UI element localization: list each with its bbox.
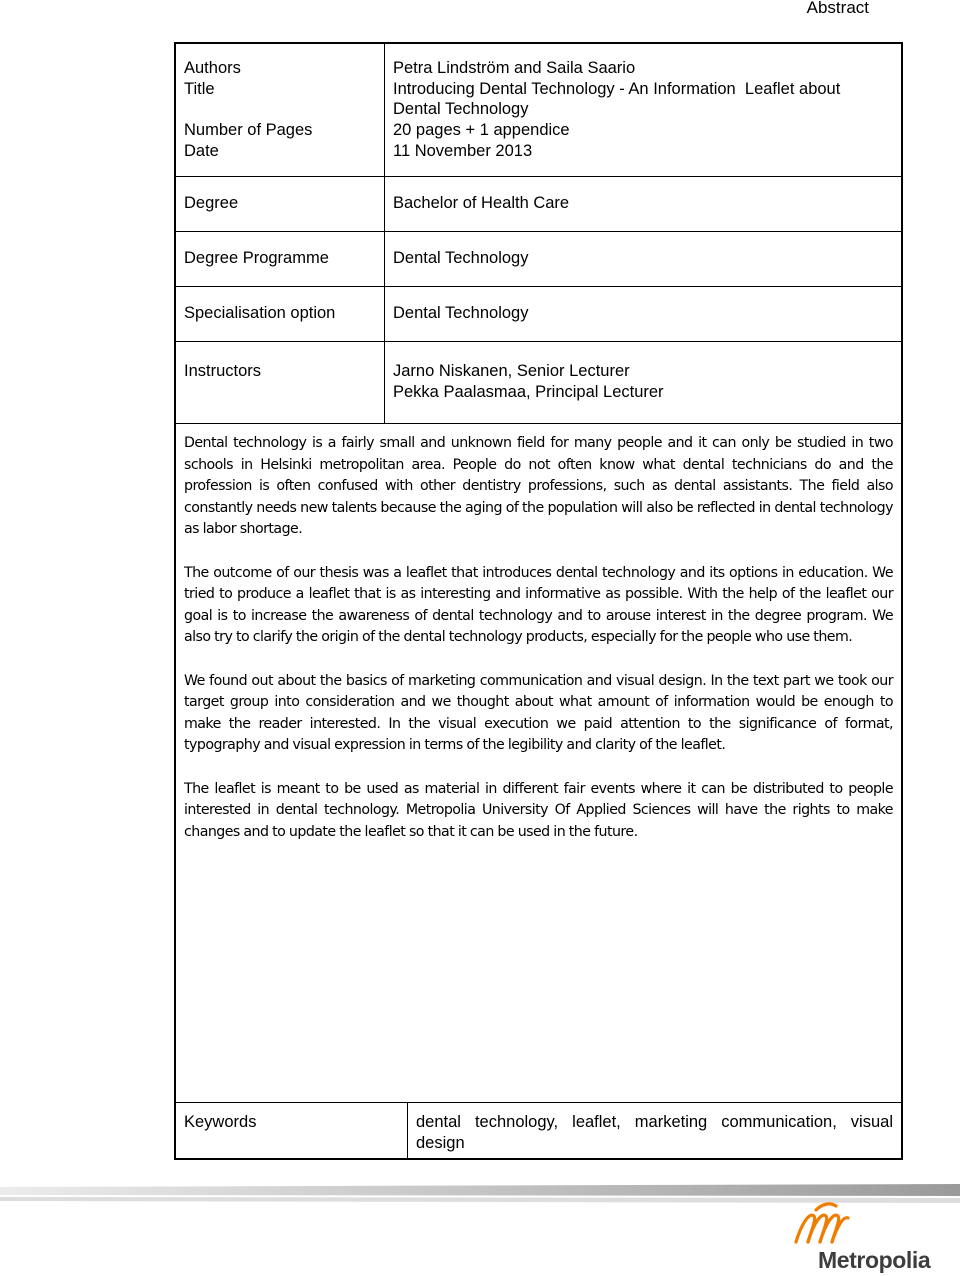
keywords-label: Keywords <box>176 1103 408 1158</box>
abstract-form <box>174 42 903 1160</box>
info-labels <box>176 44 385 176</box>
info-values <box>385 44 901 176</box>
abstract-body <box>176 424 901 1103</box>
title-label: Title <box>184 79 215 98</box>
date-label: Date <box>184 141 219 160</box>
authors-value: Petra Lindström and Saila Saario <box>393 59 636 77</box>
title-value-line1: Introducing Dental Technology - An Information Leaflet about <box>393 79 841 98</box>
programme-value: Dental Technology <box>393 249 529 267</box>
pages-value: 20 pages + 1 appendice <box>393 121 570 140</box>
keywords-value: dental technology, leaflet, marketing communication, visual design <box>416 1113 893 1152</box>
degree-label: Degree <box>176 177 385 231</box>
info-row-programme <box>176 232 901 287</box>
info-row-authors-title <box>176 44 901 177</box>
abstract-paragraph-1: Dental technology is a fairly small and unknown field for many people and it can only be studied in two schools in Helsinki metropolitan area. People do not often know what dental technicians do and the profession is often confused with other dentistry professions, such as dental assistants. The field also constantly needs new talents because the aging of the population will also be reflected in dental technology as labor shortage. <box>184 435 893 538</box>
title-value-line2: Dental Technology <box>393 100 529 119</box>
pages-label: Number of Pages <box>184 121 313 140</box>
programme-label: Degree Programme <box>176 232 385 286</box>
abstract-paragraph-2: The outcome of our thesis was a leaflet that introduces dental technology and its options in education. We tried to produce a leaflet that is as interesting and informative as possible. With the help of the leaflet our goal is to increase the awareness of dental technology and to arouse interest in the degree program. We also try to clarify the origin of the dental technology products, especially for the people who use them. <box>184 564 893 646</box>
page-header-label: Abstract <box>806 0 869 17</box>
instructors-value <box>385 342 901 423</box>
instructors-label: Instructors <box>176 342 385 423</box>
date-value: 11 November 2013 <box>393 141 533 160</box>
specialisation-value: Dental Technology <box>393 304 529 322</box>
instructor-2: Pekka Paalasmaa, Principal Lecturer <box>393 382 664 401</box>
info-row-specialisation <box>176 287 901 342</box>
metropolia-logo-text: Metropolia <box>818 1247 931 1273</box>
keywords-row <box>176 1103 901 1158</box>
info-row-degree <box>176 177 901 232</box>
abstract-paragraph-4: The leaflet is meant to be used as material in different fair events where it can be distributed to people interested in dental technology. Metropolia University Of Applied Sciences will have the rights to make changes and to update the leaflet so that it can be used in the future. <box>184 780 893 840</box>
specialisation-label: Specialisation option <box>176 287 385 341</box>
authors-label: Authors <box>184 59 241 77</box>
info-row-instructors <box>176 342 901 424</box>
abstract-paragraph-3: We found out about the basics of marketing communication and visual design. In the text part we took our target group into consideration and we thought about what amount of information would be enough to make the reader interested. In the visual execution we paid attention to the significance of format, typography and visual expression in terms of the legibility and clarity of the leaflet. <box>184 672 893 754</box>
instructor-1: Jarno Niskanen, Senior Lecturer <box>393 362 630 380</box>
degree-value: Bachelor of Health Care <box>393 194 570 212</box>
